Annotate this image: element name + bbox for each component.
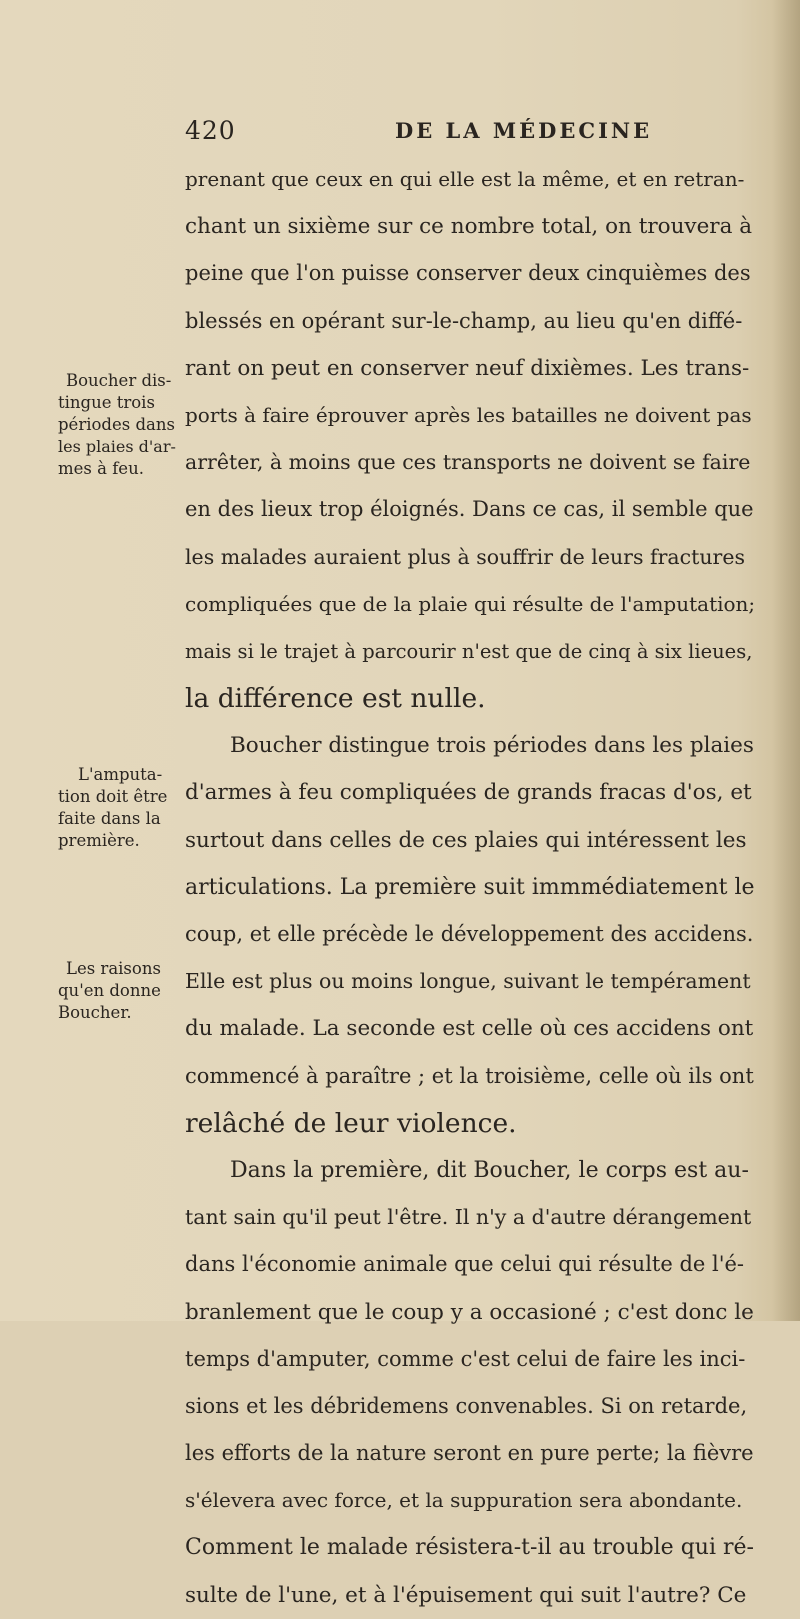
sidenote-amputation	[58, 764, 173, 852]
text-line: prenant que ceux en qui elle est la même, et en retran-	[185, 167, 745, 191]
text-line: les efforts de la nature seront en pure perte; la fièvre	[185, 1441, 754, 1466]
sidenote-raisons	[58, 958, 173, 1024]
sidenote-line: Boucher.	[58, 1003, 132, 1022]
text-line: mais si le trajet à parcourir n'est que de cinq à six lieues,	[185, 639, 753, 663]
text-line: Boucher distingue trois périodes dans les plaies	[230, 733, 754, 759]
text-line: tant sain qu'il peut l'être. Il n'y a d'autre dérangement	[185, 1205, 752, 1230]
text-line: peine que l'on puisse conserver deux cinquièmes des	[185, 261, 751, 286]
text-line: articulations. La première suit immmédiatement le	[185, 874, 755, 900]
text-line: surtout dans celles de ces plaies qui intéressent les	[185, 827, 747, 853]
sidenote-trois-periodes	[58, 370, 176, 480]
text-line: en des lieux trop éloignés. Dans ce cas, il semble que	[185, 497, 754, 522]
text-line: dans l'économie animale que celui qui résulte de l'é-	[185, 1252, 745, 1277]
text-line: coup, et elle précède le développement des accidens.	[185, 922, 754, 946]
sidenote-line: tion doit être	[58, 787, 168, 806]
text-line: Dans la première, dit Boucher, le corps est au-	[230, 1157, 749, 1183]
sidenote-line: première.	[58, 831, 140, 850]
text-line: commencé à paraître ; et la troisième, celle où ils ont	[185, 1063, 754, 1088]
text-line: rant on peut en conserver neuf dixièmes. Les trans-	[185, 355, 750, 381]
text-line: branlement que le coup y a occasioné ; c'est donc le	[185, 1299, 754, 1325]
sidenote-line: périodes dans	[58, 415, 175, 434]
text-line: sions et les débridemens convenables. Si on retarde,	[185, 1393, 748, 1418]
body-text	[185, 156, 755, 1619]
text-line: ports à faire éprouver après les batailles ne doivent pas	[185, 402, 752, 427]
text-line: temps d'amputer, comme c'est celui de faire les inci-	[185, 1346, 746, 1371]
text-line: d'armes à feu compliquées de grands fracas d'os, et	[185, 780, 752, 806]
sidenote-line: Les raisons	[66, 959, 161, 978]
text-line: compliquées que de la plaie qui résulte de l'amputation;	[185, 591, 756, 616]
sidenote-line: L'amputa-	[78, 765, 163, 784]
running-head	[185, 116, 745, 156]
running-title: DE LA MÉDECINE	[395, 118, 653, 143]
sidenote-line: mes à feu.	[58, 459, 144, 478]
text-line: du malade. La seconde est celle où ces accidens ont	[185, 1016, 754, 1042]
text-line: Comment le malade résistera-t-il au trouble qui ré-	[185, 1535, 754, 1561]
text-line: relâché de leur violence.	[185, 1107, 517, 1139]
sidenote-line: qu'en donne	[58, 981, 161, 1000]
text-line: la différence est nulle.	[185, 683, 486, 715]
text-line: les malades auraient plus à souffrir de leurs fractures	[185, 544, 745, 569]
text-line: blessés en opérant sur-le-champ, au lieu qu'en diffé-	[185, 308, 743, 333]
text-line: chant un sixième sur ce nombre total, on trouvera à	[185, 214, 753, 240]
text-line: Elle est plus ou moins longue, suivant le tempérament	[185, 969, 751, 994]
sidenote-line: faite dans la	[58, 809, 161, 828]
text-line: s'élevera avec force, et la suppuration sera abondante.	[185, 1488, 743, 1513]
sidenote-line: tingue trois	[58, 393, 155, 412]
sidenote-line: les plaies d'ar-	[58, 437, 176, 456]
sidenote-line: Boucher dis-	[66, 371, 172, 390]
page-edge-shadow	[772, 0, 800, 1321]
text-line: sulte de l'une, et à l'épuisement qui suit l'autre? Ce	[185, 1582, 747, 1608]
page-number: 420	[185, 116, 236, 145]
text-line: arrêter, à moins que ces transports ne doivent se faire	[185, 450, 751, 475]
